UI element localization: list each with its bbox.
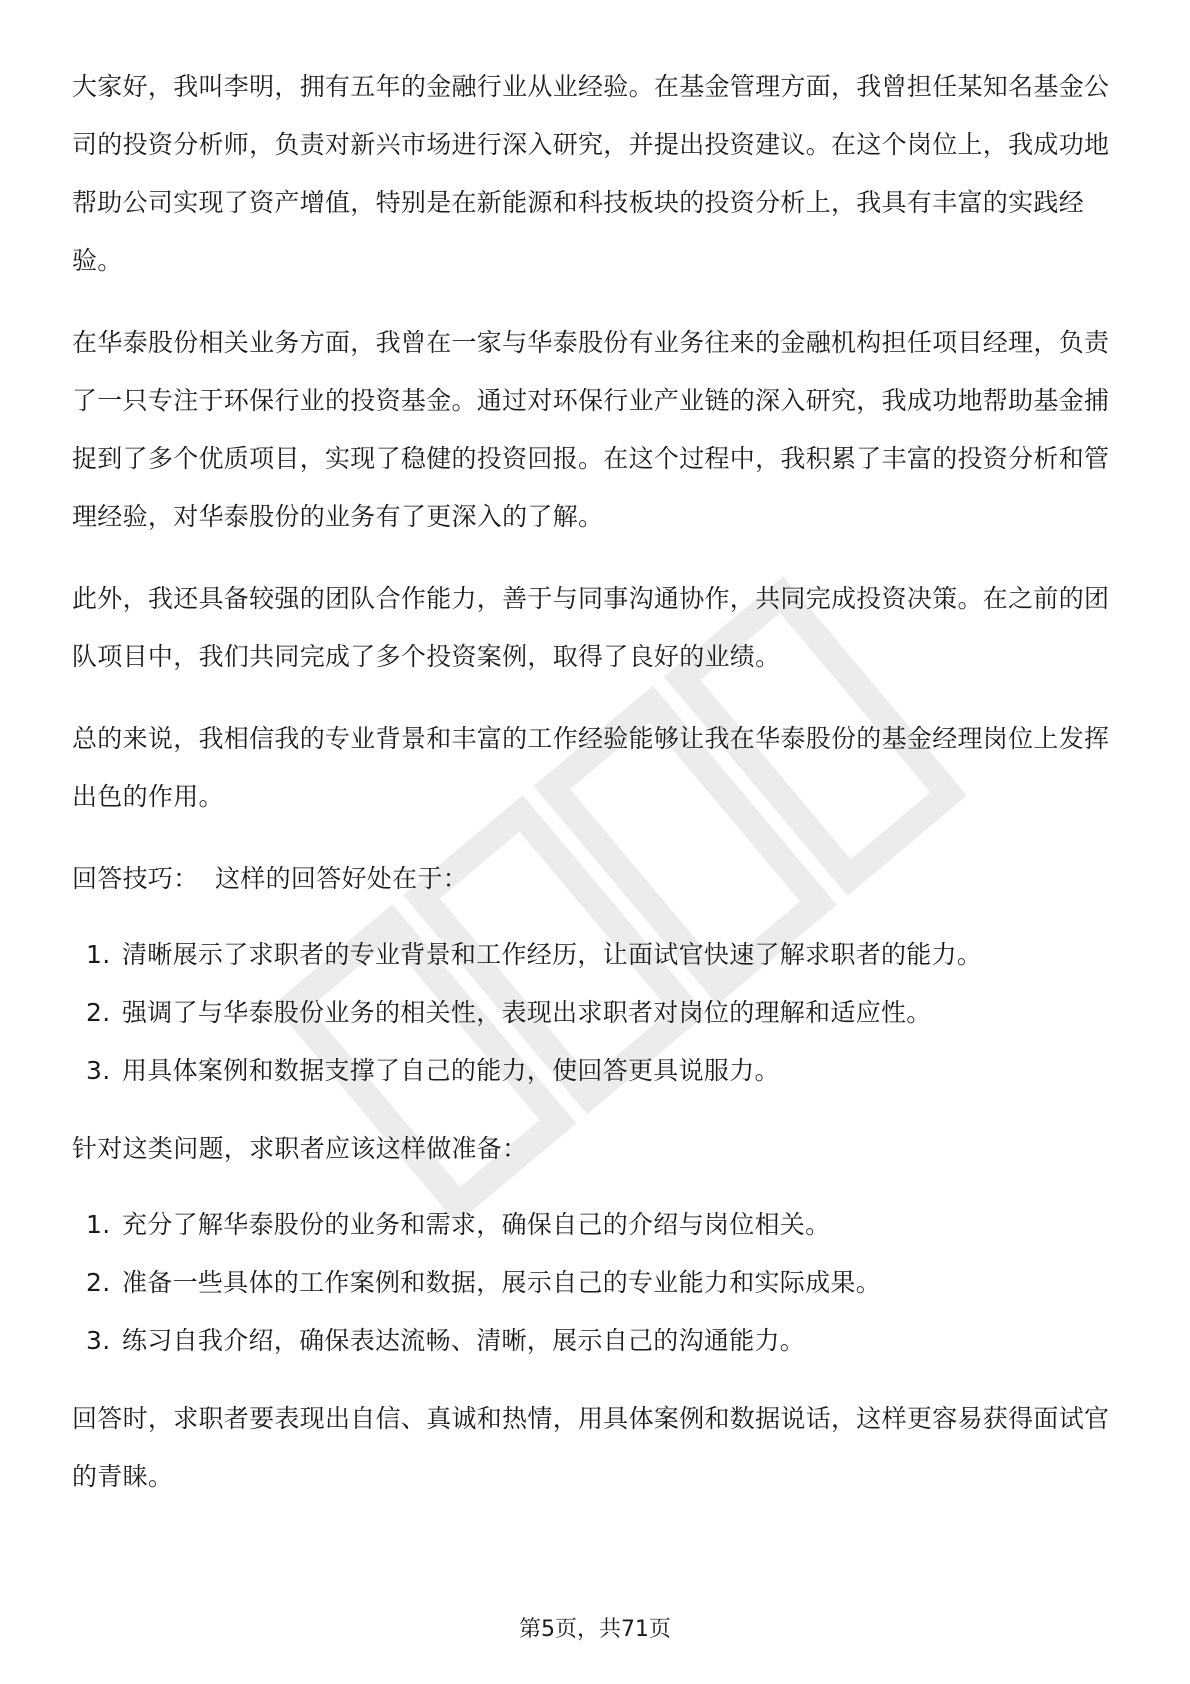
intro-paragraph: 大家好，我叫李明，拥有五年的金融行业从业经验。在基金管理方面，我曾担任某知名基金公司的投资分析师，负责对新兴市场进行深入研究，并提出投资建议。在这个岗位上，我成功地帮助公司实现了资产增值，特别是在新能源和科技板块的投资分析上，我具有丰富的实践经验。 [72, 72, 1110, 275]
list-item [72, 1312, 1118, 1370]
list-text: 准备一些具体的工作案例和数据，展示自己的专业能力和实际成果。 [122, 1268, 882, 1297]
list-number: 2. [86, 1268, 111, 1297]
list-item [72, 1042, 1118, 1100]
list-number: 1. [86, 940, 111, 969]
list-number: 3. [86, 1056, 111, 1085]
list-number: 3. [86, 1326, 111, 1355]
closing-paragraph: 回答时，求职者要表现出自信、真诚和热情，用具体案例和数据说话，这样更容易获得面试官的青睐。 [72, 1404, 1110, 1491]
teamwork-paragraph: 此外，我还具备较强的团队合作能力，善于与同事沟通协作，共同完成投资决策。在之前的团队项目中，我们共同完成了多个投资案例，取得了良好的业绩。 [72, 584, 1110, 671]
list-number: 1. [86, 1210, 111, 1239]
list-text: 充分了解华泰股份的业务和需求，确保自己的介绍与岗位相关。 [122, 1210, 831, 1239]
list-text: 练习自我介绍，确保表达流畅、清晰，展示自己的沟通能力。 [122, 1326, 806, 1355]
list-item [72, 1196, 1118, 1254]
list-number: 2. [86, 998, 111, 1027]
list-text: 用具体案例和数据支撑了自己的能力，使回答更具说服力。 [122, 1056, 780, 1085]
page-number-footer: 第5页，共71页 [519, 1617, 671, 1642]
prep-list [72, 1196, 1118, 1370]
document-body [72, 58, 1118, 1530]
list-item [72, 1254, 1118, 1312]
summary-paragraph: 总的来说，我相信我的专业背景和丰富的工作经验能够让我在华泰股份的基金经理岗位上发挥出色的作用。 [72, 724, 1110, 811]
list-item [72, 984, 1118, 1042]
list-text: 强调了与华泰股份业务的相关性，表现出求职者对岗位的理解和适应性。 [122, 998, 932, 1027]
tips-label: 回答技巧： 这样的回答好处在于： [72, 864, 468, 893]
list-item [72, 926, 1118, 984]
experience-paragraph: 在华泰股份相关业务方面，我曾在一家与华泰股份有业务往来的金融机构担任项目经理，负责了一只专注于环保行业的投资基金。通过对环保行业产业链的深入研究，我成功地帮助基金捕捉到了多个优质项目，实现了稳健的投资回报。在这个过程中，我积累了丰富的投资分析和管理经验，对华泰股份的业务有了更深入的了解。 [72, 328, 1110, 531]
prep-label: 针对这类问题，求职者应该这样做准备： [72, 1134, 528, 1163]
list-text: 清晰展示了求职者的专业背景和工作经历，让面试官快速了解求职者的能力。 [122, 940, 983, 969]
tips-list [72, 926, 1118, 1100]
